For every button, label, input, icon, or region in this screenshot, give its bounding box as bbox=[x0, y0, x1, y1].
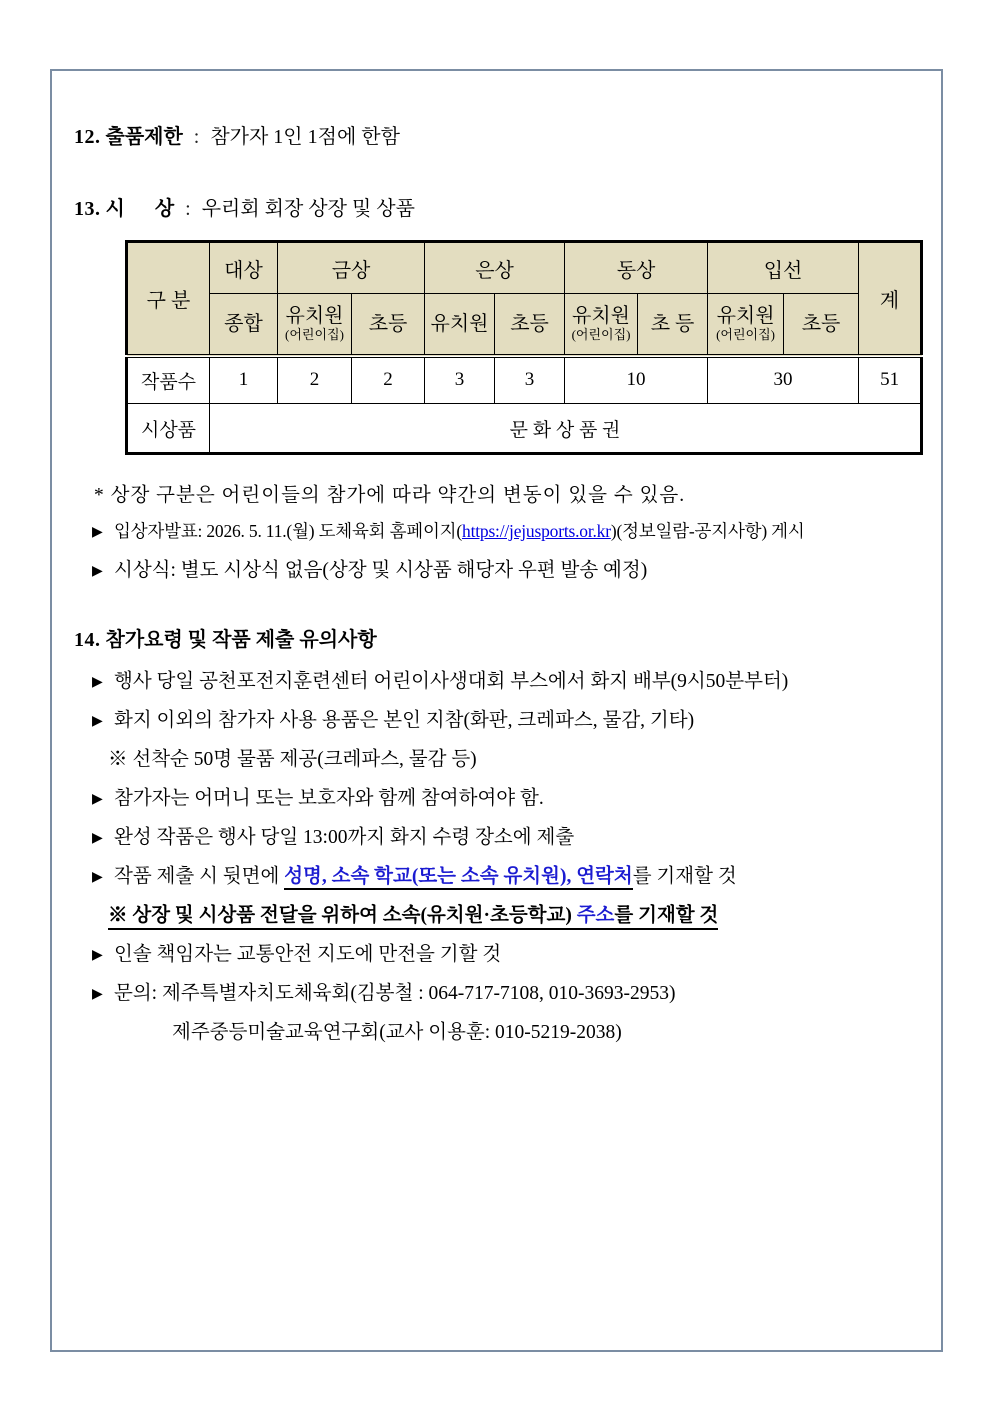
triangle-bullet-icon: ▶ bbox=[92, 831, 103, 846]
table-subheader-overall: 종합 bbox=[210, 294, 278, 356]
table-subheader-elementary-mention: 초등 bbox=[784, 294, 859, 356]
table-header-honorable-mention: 입선 bbox=[708, 242, 859, 294]
item-14-title: 참가요령 및 작품 제출 유의사항 bbox=[105, 629, 377, 651]
table-header-bronze-prize: 동상 bbox=[565, 242, 708, 294]
ceremony-text: 시상식: 별도 시상식 없음(상장 및 시상품 해당자 우편 발송 예정) bbox=[114, 560, 648, 581]
item-12-line bbox=[74, 123, 921, 151]
guideline-paper-distribution: ▶ 행사 당일 공천포전지훈련센터 어린이사생대회 부스에서 화지 배부(9시50분부터) bbox=[92, 671, 789, 692]
triangle-bullet-icon: ▶ bbox=[92, 525, 103, 540]
table-subheader-kindergarten-mention: 유치원 (어린이집) bbox=[708, 294, 784, 356]
table-header-gold-prize: 금상 bbox=[278, 242, 425, 294]
works-count-silver-elementary: 3 bbox=[495, 356, 565, 404]
triangle-bullet-icon: ▶ bbox=[92, 870, 103, 885]
works-count-gold-kindergarten: 2 bbox=[278, 356, 352, 404]
prize-value: 문 화 상 품 권 bbox=[210, 404, 922, 454]
works-count-gold-elementary: 2 bbox=[352, 356, 425, 404]
award-table bbox=[125, 240, 923, 455]
required-info-highlight: 성명, 소속 학교(또는 소속 유치원), 연락처 bbox=[284, 866, 633, 890]
note-winner-announcement bbox=[92, 518, 921, 543]
item-12-number: 12. bbox=[74, 126, 101, 148]
guideline-write-info-on-back: ▶ 작품 제출 시 뒷면에 성명, 소속 학교(또는 소속 유치원), 연락처를 기재할 것 bbox=[92, 860, 921, 888]
item-13-number: 13. bbox=[74, 198, 101, 220]
triangle-bullet-icon: ▶ bbox=[92, 675, 103, 690]
guideline-contact-info: ▶ 문의: 제주특별자치도체육회(김봉철 : 064-717-7108, 010-3693-2953) bbox=[92, 983, 676, 1004]
item-13-colon: : bbox=[185, 198, 191, 220]
table-subheader-elementary-gold: 초등 bbox=[352, 294, 425, 356]
table-header-category: 구 분 bbox=[127, 242, 210, 356]
guideline-first-come-supplies: ※ 선착순 50명 물품 제공(크레파스, 물감 등) bbox=[108, 749, 477, 770]
table-header-grand-prize: 대상 bbox=[210, 242, 278, 294]
guideline-guardian-required: ▶ 참가자는 어머니 또는 보호자와 함께 참여하여야 함. bbox=[92, 788, 544, 809]
table-subheader-elementary-bronze: 초 등 bbox=[638, 294, 708, 356]
guideline-traffic-safety: ▶ 인솔 책임자는 교통안전 지도에 만전을 기할 것 bbox=[92, 944, 502, 965]
document-page bbox=[50, 69, 943, 1352]
note-certificate-variation: * 상장 구분은 어린이들의 참가에 따라 약간의 변동이 있을 수 있음. bbox=[94, 485, 686, 506]
table-subheader-kindergarten-silver: 유치원 bbox=[425, 294, 495, 356]
table-subheader-elementary-silver: 초등 bbox=[495, 294, 565, 356]
item-13-body: 우리회 회장 상장 및 상품 bbox=[201, 198, 415, 220]
address-highlight: 주소 bbox=[576, 905, 615, 926]
item-12-colon: : bbox=[193, 126, 200, 148]
triangle-bullet-icon: ▶ bbox=[92, 714, 103, 729]
guideline-own-supplies: ▶ 화지 이외의 참가자 사용 용품은 본인 지참(화판, 크레파스, 물감, 기타) bbox=[92, 710, 695, 731]
guideline-write-address: ※ 상장 및 시상품 전달을 위하여 소속(유치원·초등학교) 주소를 기재할 것 bbox=[108, 899, 921, 927]
item-13-line bbox=[74, 195, 921, 223]
announcement-text-pre: 입상자발표: 2026. 5. 11.(월) 도체육회 홈페이지( bbox=[114, 521, 463, 541]
works-count-bronze: 10 bbox=[565, 356, 708, 404]
guideline-contact-info-second-line: 제주중등미술교육연구회(교사 이용훈: 010-5219-2038) bbox=[172, 1022, 622, 1043]
table-header-total: 계 bbox=[859, 242, 922, 356]
table-row-prize-label: 시상품 bbox=[127, 404, 210, 454]
item-14-heading bbox=[74, 626, 921, 654]
works-count-silver-kindergarten: 3 bbox=[425, 356, 495, 404]
works-count-total: 51 bbox=[859, 356, 922, 404]
item-12-body: 참가자 1인 1점에 한함 bbox=[210, 126, 400, 148]
table-row-works-label: 작품수 bbox=[127, 356, 210, 404]
triangle-bullet-icon: ▶ bbox=[92, 792, 103, 807]
guideline-submission-deadline: ▶ 완성 작품은 행사 당일 13:00까지 화지 수령 장소에 제출 bbox=[92, 827, 575, 848]
note-award-ceremony bbox=[92, 554, 921, 582]
jejusports-link[interactable]: https://jejusports.or.kr bbox=[462, 521, 611, 541]
table-header-silver-prize: 은상 bbox=[425, 242, 565, 294]
item-14-number: 14. bbox=[74, 629, 101, 651]
triangle-bullet-icon: ▶ bbox=[92, 948, 103, 963]
table-subheader-kindergarten-bronze: 유치원 (어린이집) bbox=[565, 294, 638, 356]
triangle-bullet-icon: ▶ bbox=[92, 987, 103, 1002]
item-13-title: 시 상 bbox=[105, 198, 175, 220]
works-count-mention: 30 bbox=[708, 356, 859, 404]
announcement-text-post: )(정보일람-공지사항) 게시 bbox=[610, 521, 805, 541]
table-subheader-kindergarten-gold: 유치원 (어린이집) bbox=[278, 294, 352, 356]
works-count-overall: 1 bbox=[210, 356, 278, 404]
item-12-title: 출품제한 bbox=[105, 126, 183, 148]
triangle-bullet-icon: ▶ bbox=[92, 564, 103, 579]
